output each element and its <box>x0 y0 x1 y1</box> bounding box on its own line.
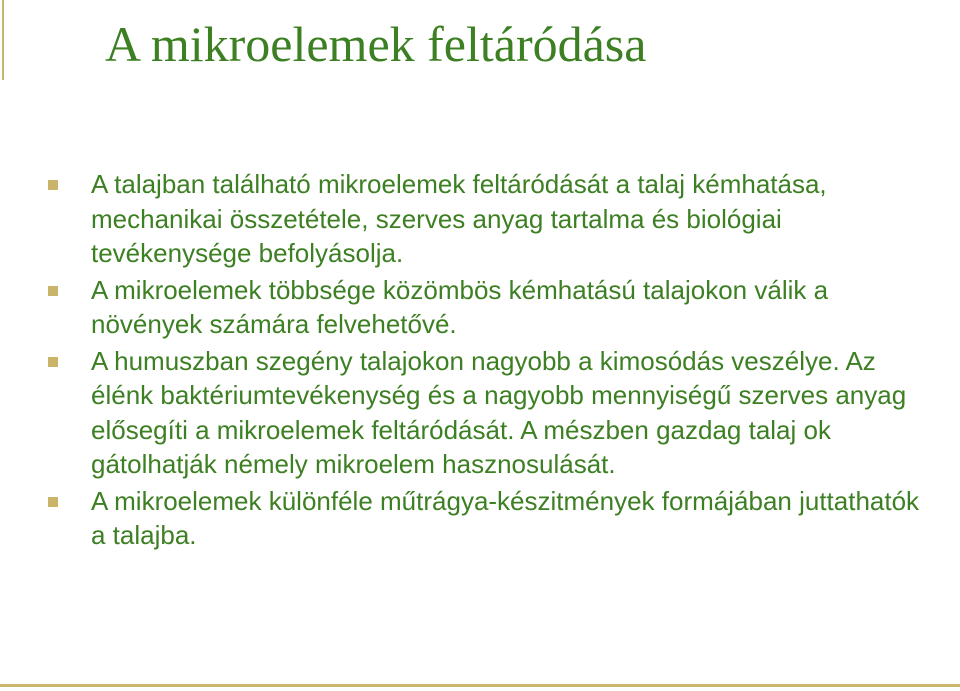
bullet-item <box>48 167 928 271</box>
bullet-list <box>48 167 928 555</box>
bullet-item <box>48 273 928 342</box>
bullet-text: A mikroelemek többsége közömbös kémhatású talajokon válik a növények számára felvehetővé. <box>91 274 829 339</box>
bullet-text: A humuszban szegény talajokon nagyobb a kimosódás veszélye. Az élénk baktériumtevékenység és a nagyobb mennyiségű szerves anyag elősegíti a mikroelemek feltáródását. A mészben gazdag talaj ok gátolhatják némely mikroelem hasznosulását. <box>91 345 907 479</box>
bullet-text: A mikroelemek különféle műtrágya-készitmények formájában juttathatók a talajba. <box>91 485 920 550</box>
bullet-item <box>48 484 928 553</box>
square-bullet-icon <box>48 286 58 296</box>
square-bullet-icon <box>48 357 58 367</box>
square-bullet-icon <box>48 180 58 190</box>
bullet-item <box>48 344 928 482</box>
bottom-accent-rule <box>0 684 960 687</box>
square-bullet-icon <box>48 497 58 507</box>
bullet-text: A talajban található mikroelemek feltáródását a talaj kémhatása, mechanikai összetétele, szerves anyag tartalma és biológiai tevékenysége befolyásolja. <box>91 169 827 268</box>
left-accent-rule <box>2 0 4 80</box>
slide-title: A mikroelemek feltáródása <box>105 16 647 72</box>
